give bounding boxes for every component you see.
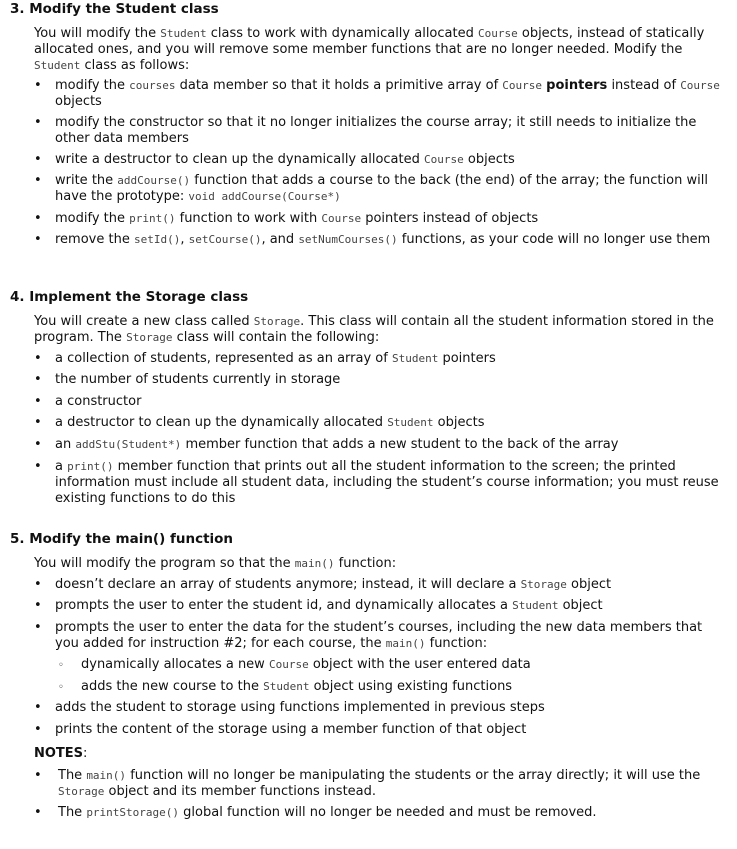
notes-item-main: • The main() function will no longer be manipulating the students or the array directly; it will use the Storage object and its member functions instead.	[34, 768, 701, 799]
s4-bullet-destructor: • a destructor to clean up the dynamically allocated Student objects	[34, 415, 485, 430]
s5-bullet-prompt-courses: • prompts the user to enter the data for the student’s courses, including the new data members that you added for instruction #2; for each course, the main() function:	[34, 620, 703, 651]
s5-subbullet-allocate: ◦ dynamically allocates a new Course object with the user entered data	[58, 657, 531, 672]
s3-bullet-courses: • modify the courses data member so that it holds a primitive array of Course pointers instead of Course objects	[34, 78, 720, 109]
s5-bullet-prompt-id: • prompts the user to enter the student id, and dynamically allocates a Student object	[34, 598, 603, 613]
s3-bullet-destructor: • write a destructor to clean up the dynamically allocated Course objects	[34, 152, 515, 167]
s5-subbullet-add: ◦ adds the new course to the Student object using existing functions	[58, 679, 513, 694]
s4-bullet-constructor: • a constructor	[34, 394, 142, 409]
s4-bullet-print: • a print() member function that prints out all the student information to the screen; the printed information must include all student data, including the student’s course information; you must reuse existing functions to do this	[34, 459, 719, 506]
notes-item-printstorage: • The printStorage() global function will no longer be needed and must be removed.	[34, 805, 597, 820]
section-5-heading: 5. Modify the main() function	[10, 531, 234, 547]
s3-bullet-print: • modify the print() function to work with Course pointers instead of objects	[34, 211, 539, 226]
section-3-heading: 3. Modify the Student class	[10, 1, 219, 17]
s4-bullet-addstu: • an addStu(Student*) member function that adds a new student to the back of the array	[34, 437, 619, 452]
section-5-intro: You will modify the program so that the main() function:	[34, 556, 397, 571]
section-3-intro: You will modify the Student class to work with dynamically allocated Course objects, instead of statically allocated ones, and you will remove some member functions that are no longer needed. Modify the Student class as follows:	[34, 26, 705, 73]
s3-bullet-remove: • remove the setId(), setCourse(), and setNumCourses() functions, as your code will no longer use them	[34, 232, 711, 247]
s5-bullet-add-storage: • adds the student to storage using functions implemented in previous steps	[34, 700, 545, 715]
notes-label: NOTES:	[34, 746, 88, 761]
section-4-heading: 4. Implement the Storage class	[10, 289, 249, 305]
s4-bullet-count: • the number of students currently in storage	[34, 372, 341, 387]
s5-bullet-print-storage: • prints the content of the storage using a member function of that object	[34, 722, 527, 737]
s4-bullet-collection: • a collection of students, represented as an array of Student pointers	[34, 351, 496, 366]
s3-bullet-constructor: • modify the constructor so that it no longer initializes the course array; it still needs to initialize the other data members	[34, 115, 697, 146]
s5-bullet-declare: • doesn’t declare an array of students anymore; instead, it will declare a Storage object	[34, 577, 612, 592]
section-4-intro: You will create a new class called Storage. This class will contain all the student information stored in the program. The Storage class will contain the following:	[34, 314, 714, 345]
s3-bullet-addcourse: • write the addCourse() function that adds a course to the back (the end) of the array; the function will have the prototype: void addCourse(Course*)	[34, 173, 708, 204]
